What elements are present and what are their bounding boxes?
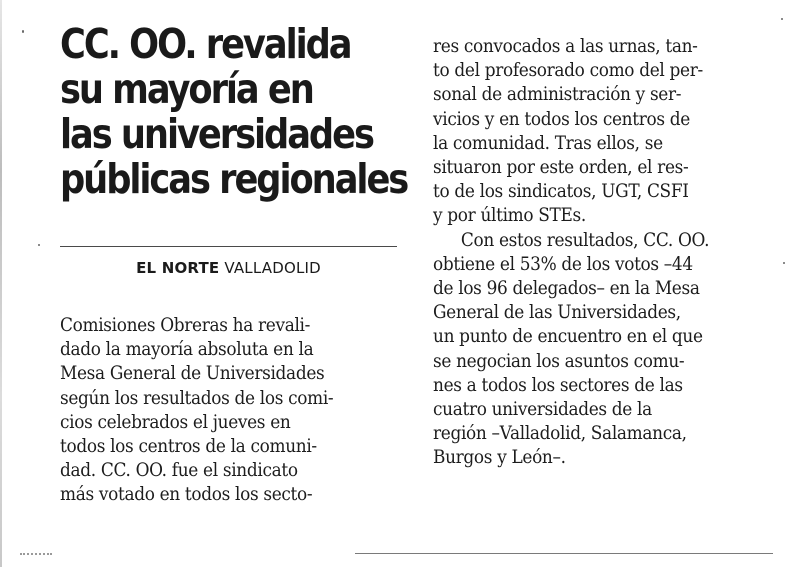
right-column-text <box>433 35 709 471</box>
body-line: cuatro universidades de la <box>433 399 652 421</box>
headline-line: públicas regionales <box>60 155 408 203</box>
body-line: to de los sindicatos, UGT, CSFI <box>433 181 689 203</box>
bottom-rule <box>355 553 773 554</box>
headline-line: su mayoría en <box>60 65 313 113</box>
body-line: obtiene el 53% de los votos –44 <box>433 253 693 275</box>
body-line: de los 96 delegados– en la Mesa <box>433 278 700 300</box>
scan-speck <box>783 262 785 264</box>
body-line: todos los centros de la comuni- <box>60 436 317 458</box>
body-line: Con estos resultados, CC. OO. <box>460 229 710 251</box>
bottom-left-mark <box>20 553 52 555</box>
scan-speck <box>781 18 783 20</box>
body-line: Comisiones Obreras ha revali- <box>60 315 311 336</box>
body-line: y por último STEs. <box>433 205 586 227</box>
body-line: nes a todos los sectores de las <box>433 374 683 396</box>
body-line: res convocados a las urnas, tan- <box>433 36 698 57</box>
left-column-text <box>60 314 333 508</box>
headline-line: CC. OO. revalida <box>60 20 351 68</box>
body-line: to del profesorado como del per- <box>433 60 703 82</box>
body-line: vicios y en todos los centros de <box>433 108 690 130</box>
headline-line: las universidades <box>60 110 373 158</box>
body-line: según los resultados de los comi- <box>60 387 334 409</box>
byline-divider <box>60 246 397 247</box>
byline-city: VALLADOLID <box>224 259 321 277</box>
body-line: situaron por este orden, el res- <box>433 157 689 179</box>
body-line: Burgos y León–. <box>433 447 566 469</box>
body-line: dad. CC. OO. fue el sindicato <box>60 460 298 482</box>
body-line: cios celebrados el jueves en <box>60 411 291 433</box>
body-line: sonal de administración y ser- <box>433 84 682 106</box>
body-line: se negocian los asuntos comu- <box>433 350 685 372</box>
scan-speck <box>38 244 40 246</box>
body-line: un punto de encuentro en el que <box>433 326 703 348</box>
body-line: más votado en todos los secto- <box>60 484 313 506</box>
scan-left-edge <box>0 0 2 567</box>
article-headline <box>60 20 408 203</box>
byline-outlet: EL NORTE <box>136 259 220 277</box>
body-line: Mesa General de Universidades <box>60 363 325 385</box>
scan-speck <box>22 30 24 33</box>
byline <box>60 257 397 279</box>
body-line: dado la mayoría absoluta en la <box>60 339 314 361</box>
body-line: la comunidad. Tras ellos, se <box>433 132 663 154</box>
body-line: región –Valladolid, Salamanca, <box>433 423 687 445</box>
body-line: General de las Universidades, <box>433 302 681 324</box>
